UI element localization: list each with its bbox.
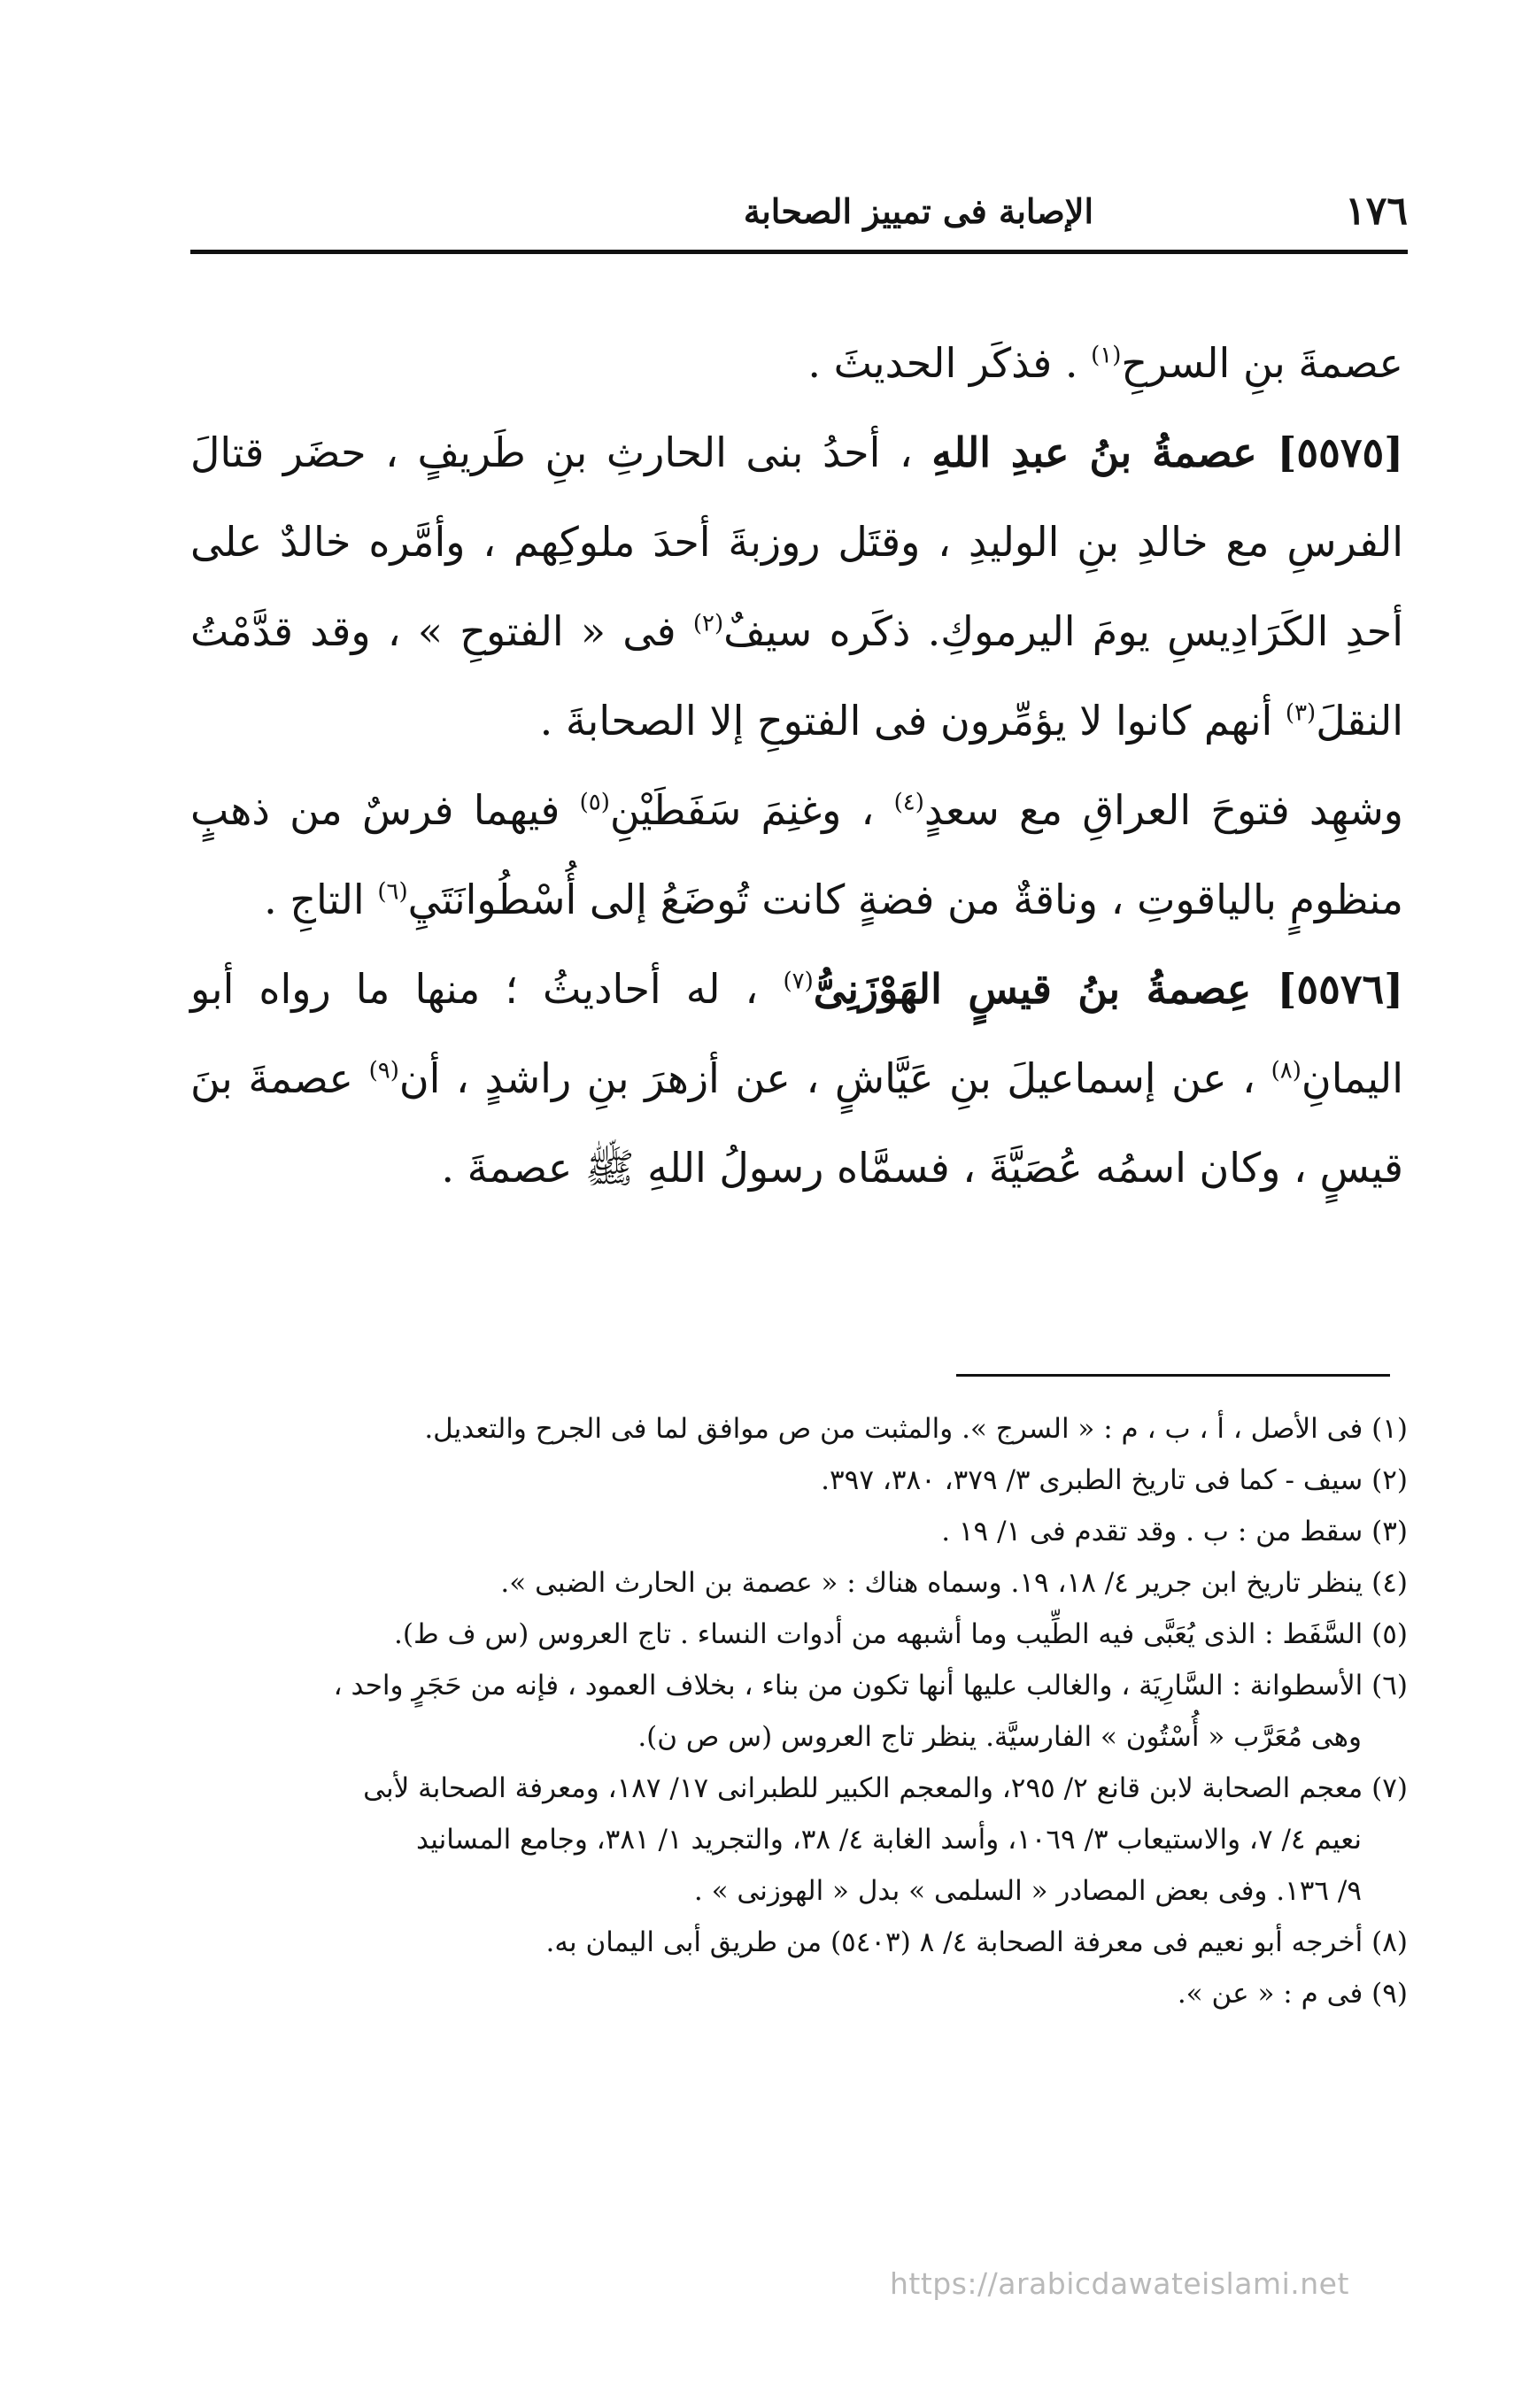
footnote-rule [956, 1374, 1390, 1377]
page-header [190, 181, 1408, 243]
footnote-ref[interactable]: (٢) [692, 610, 724, 637]
footnote-7: (٧) معجم الصحابة لابن قانع ٢/ ٢٩٥، والمعجم الكبير للطبرانى ١٧/ ١٨٧، ومعرفة الصحابة لأبى [363, 1772, 1408, 1804]
footnote-2: (٢) سيف - كما فى تاريخ الطبرى ٣/ ٣٧٩، ٣٨٠، ٣٩٧. [821, 1464, 1408, 1496]
footnote-1: (١) فى الأصل ، أ ، ب ، م : « السرج ». والمثبت من ص موافق لما فى الجرح والتعديل. [424, 1413, 1408, 1445]
footnote-5: (٥) السَّفَط : الذى يُعَبَّى فيه الطِّيب وما أشبهه من أدوات النساء . تاج العروس (س ف ط). [394, 1618, 1408, 1650]
watermark-url: https://arabicdawateislami.net [890, 2266, 1349, 2301]
footnote-ref[interactable]: (٩) [368, 1057, 399, 1084]
footnote-6-cont: وهى مُعَرَّب « أُسْتُون » الفارسيَّة. ينظر تاج العروس (س ص ن). [637, 1721, 1362, 1753]
footnote-ref[interactable]: (٦) [377, 878, 408, 906]
header-rule [190, 250, 1408, 254]
paragraph-1: عصمةَ بنِ السرحِ$^{(١)}$ . فذكَر الحديثَ . [807, 339, 1403, 387]
entry-name: عصمةُ بنُ عبدِ اللهِ [931, 428, 1257, 476]
footnote-7-cont: نعيم ٤/ ٧، والاستيعاب ٣/ ١٠٦٩، وأسد الغابة ٤/ ٣٨، والتجريد ١/ ٣٨١، وجامع المسانيد [415, 1824, 1362, 1856]
footnotes [190, 1403, 1408, 2019]
footnote-ref[interactable]: (١) [1091, 342, 1122, 369]
footnote-ref[interactable]: (٥) [579, 789, 610, 816]
footnote-ref[interactable]: (٣) [1285, 699, 1317, 727]
footnote-3: (٣) سقط من : ب . وقد تقدم فى ١/ ١٩ . [941, 1516, 1408, 1547]
running-title: الإصابة فى تمييز الصحابة [743, 191, 1093, 231]
entry-5575: [٥٥٧٥] عصمةُ بنُ عبدِ اللهِ ، أحدُ بنى الحارثِ بنِ طَريفٍ ، حضَر قتالَ الفرسِ مع خالدِ بنِ الوليدِ ، وقتَل روزبةَ أحدَ ملوكِهم ، وأمَّره خالدٌ على أحدِ الكَرَادِيسِ يومَ اليرموكِ. ذكَره سيفٌ$^{(٢)}$ فى « الفتوحِ » ، وقد قدَّمْتُ النقلَ$^{(٣)}$ أنهم كانوا لا يؤمِّرون فى الفتوحِ إلا الصحابةَ . [190, 428, 1404, 745]
page-number: ١٧٦ [1345, 189, 1408, 234]
footnote-ref[interactable]: (٤) [893, 789, 924, 816]
entry-number: [٥٥٧٥] [1256, 428, 1404, 476]
entry-name: عِصمةُ بنُ قيسٍ الهَوْزَنِىُّ [813, 965, 1252, 1013]
footnote-4: (٤) ينظر تاريخ ابن جرير ٤/ ١٨، ١٩. وسماه هناك : « عصمة بن الحارث الضبى ». [500, 1567, 1408, 1599]
footnote-7-cont: ٩/ ١٣٦. وفى بعض المصادر « السلمى » بدل « الهوزنى » . [693, 1875, 1362, 1907]
footnote-6: (٦) الأسطوانة : السَّارِيَة ، والغالب عليها أنها تكون من بناء ، بخلاف العمود ، فإنه من حَجَرٍ واحد ، [333, 1670, 1408, 1702]
footnote-9: (٩) فى م : « عن ». [1177, 1978, 1408, 2010]
entry-5576: [٥٥٧٦] عِصمةُ بنُ قيسٍ الهَوْزَنِىُّ$^{(٧)}$ ، له أحاديثُ ؛ منها ما رواه أبو اليمانِ$^{(٨)}$ ، عن إسماعيلَ بنِ عَيَّاشٍ ، عن أزهرَ بنِ راشدٍ ، أن$^{(٩)}$ عصمةَ بنَ قيسٍ ، وكان اسمُه عُصَيَّةَ ، فسمَّاه رسولُ اللهِ ﷺ عصمةَ . [190, 965, 1403, 1192]
footnote-ref[interactable]: (٧) [783, 968, 814, 995]
main-text [190, 319, 1403, 1213]
footnote-ref[interactable]: (٨) [1271, 1057, 1301, 1084]
paragraph-3: وشهِد فتوحَ العراقِ مع سعدٍ$^{(٤)}$ ، وغنِمَ سَفَطَيْنِ$^{(٥)}$ فيهما فرسٌ من ذهبٍ منظومٍ بالياقوتِ ، وناقةٌ من فضةٍ كانت تُوضَعُ إلى أُسْطُوانَتَيِ$^{(٦)}$ التاجِ . [190, 786, 1404, 923]
footnote-8: (٨) أخرجه أبو نعيم فى معرفة الصحابة ٤/ ٨ (٥٤٠٣) من طريق أبى اليمان به. [545, 1926, 1408, 1958]
entry-number: [٥٥٧٦] [1251, 965, 1403, 1013]
